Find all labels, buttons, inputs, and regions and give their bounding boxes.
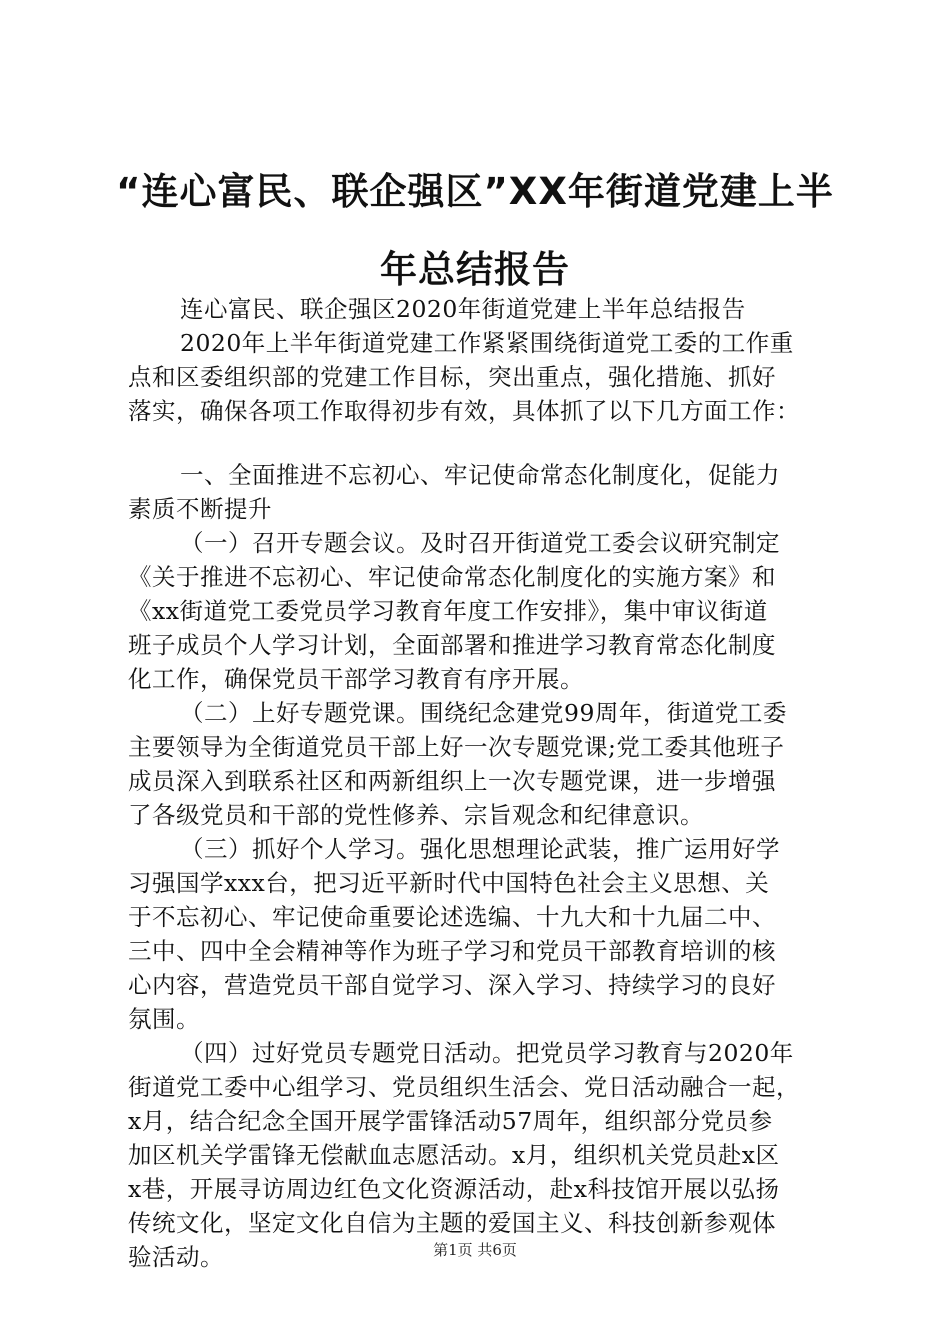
paragraph-line: 班子成员个人学习计划，全面部署和推进学习教育常态化制度 <box>128 631 776 659</box>
paragraph-start-line: （二）上好专题党课。围绕纪念建党99周年，街道党工委 <box>180 699 787 727</box>
paragraph-line: 成员深入到联系社区和两新组织上一次专题党课，进一步增强 <box>128 767 776 795</box>
paragraph-line: 点和区委组织部的党建工作目标，突出重点，强化措施、抓好 <box>128 363 776 391</box>
paragraph-line: 心内容，营造党员干部自觉学习、深入学习、持续学习的良好 <box>128 971 776 999</box>
blank-line <box>128 428 833 458</box>
paragraph-line: 于不忘初心、牢记使命重要论述选编、十九大和十九届二中、 <box>128 903 776 931</box>
paragraph-line: 主要领导为全街道党员干部上好一次专题党课;党工委其他班子 <box>128 733 785 761</box>
paragraph-line: 加区机关学雷锋无偿献血志愿活动。x月，组织机关党员赴x区 <box>128 1141 780 1169</box>
paragraph-start-line: （三）抓好个人学习。强化思想理论武装，推广运用好学 <box>180 835 780 863</box>
paragraph-line: 《关于推进不忘初心、牢记使命常态化制度化的实施方案》和 <box>128 563 776 591</box>
paragraph-line: 三中、四中全会精神等作为班子学习和党员干部教育培训的核 <box>128 937 776 965</box>
document-body <box>128 292 833 1274</box>
paragraph-line: 传统文化，坚定文化自信为主题的爱国主义、科技创新参观体 <box>128 1209 776 1237</box>
paragraph-line: 《xx街道党工委党员学习教育年度工作安排》，集中审议街道 <box>128 597 768 625</box>
paragraph-line: 化工作，确保党员干部学习教育有序开展。 <box>128 665 584 693</box>
paragraph-start-line: 一、全面推进不忘初心、牢记使命常态化制度化，促能力 <box>180 461 780 489</box>
paragraph-start-line: 2020年上半年街道党建工作紧紧围绕街道党工委的工作重 <box>180 329 794 357</box>
paragraph-start-line: （一）召开专题会议。及时召开街道党工委会议研究制定 <box>180 529 780 557</box>
document-title-line-2: 年总结报告 <box>380 248 570 291</box>
document-title-line-1: “连心富民、联企强区”XX年街道党建上半 <box>116 170 834 213</box>
paragraph-line: 验活动。 <box>128 1243 224 1271</box>
paragraph-line: 素质不断提升 <box>128 495 272 523</box>
page-footer: 第1页 共6页 <box>433 1241 517 1259</box>
paragraph-line: 习强国学xxx台，把习近平新时代中国特色社会主义思想、关 <box>128 869 770 897</box>
paragraph-line: 了各级党员和干部的党性修养、宗旨观念和纪律意识。 <box>128 801 704 829</box>
paragraph-line: 氛围。 <box>128 1005 200 1033</box>
paragraph-start-line: 连心富民、联企强区2020年街道党建上半年总结报告 <box>180 295 746 323</box>
paragraph-line: 街道党工委中心组学习、党员组织生活会、党日活动融合一起， <box>128 1073 800 1101</box>
paragraph-line: x月，结合纪念全国开展学雷锋活动57周年，组织部分党员参 <box>128 1107 773 1135</box>
paragraph-line: 落实，确保各项工作取得初步有效，具体抓了以下几方面工作： <box>128 397 800 425</box>
paragraph-line: x巷，开展寻访周边红色文化资源活动，赴x科技馆开展以弘扬 <box>128 1175 780 1203</box>
paragraph-start-line: （四）过好党员专题党日活动。把党员学习教育与2020年 <box>180 1039 794 1067</box>
